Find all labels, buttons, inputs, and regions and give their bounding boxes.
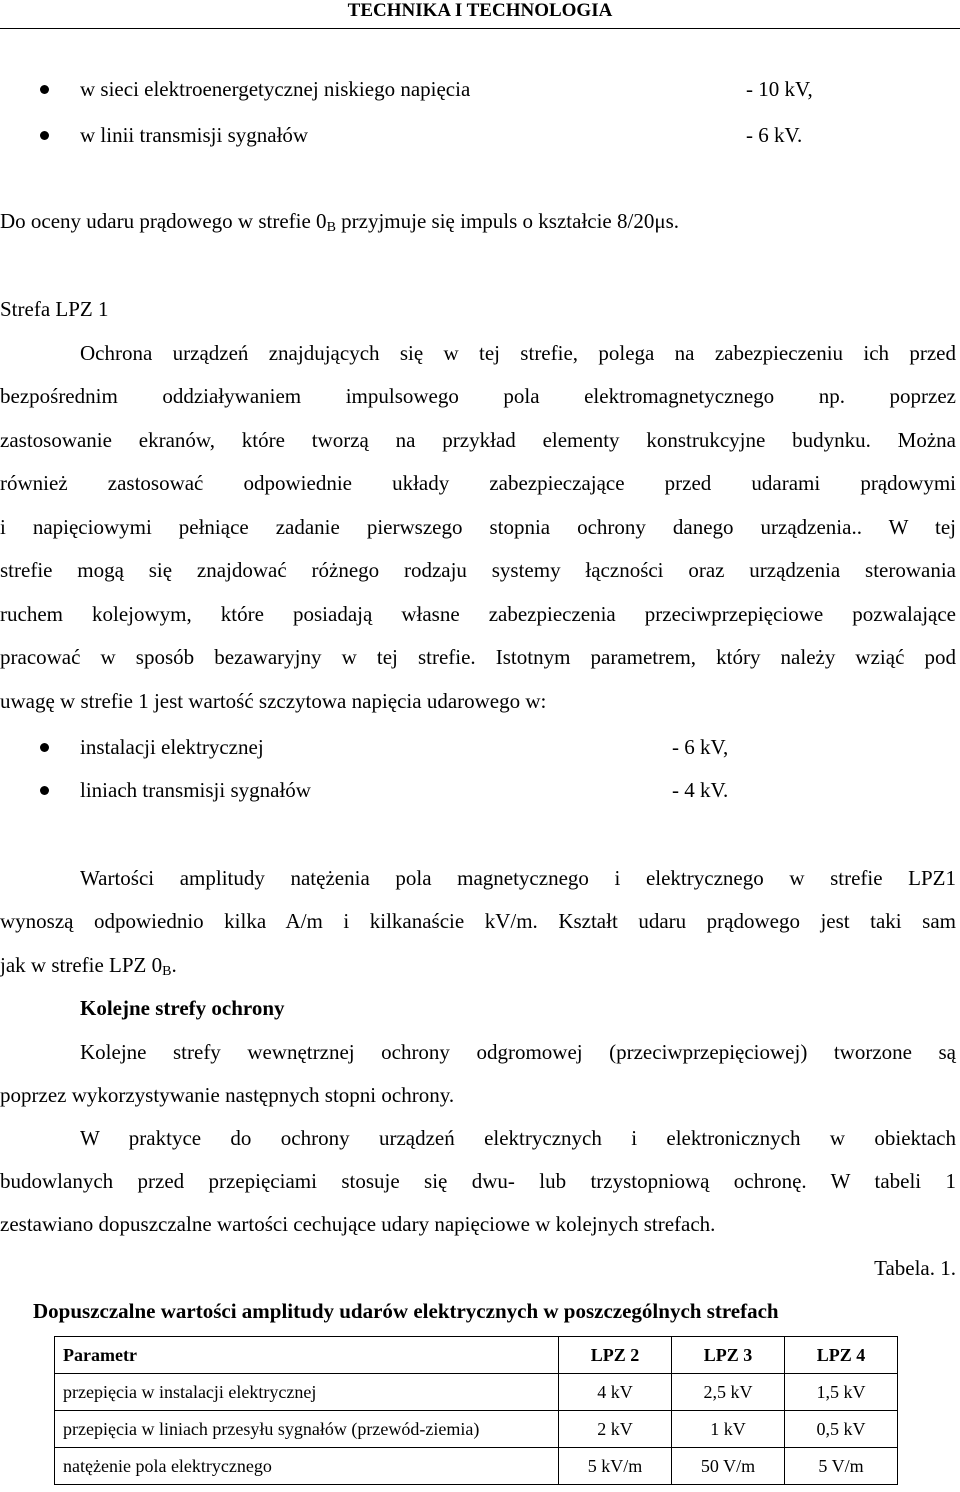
paragraph-line [0, 952, 960, 978]
table-header-cell: LPZ 3 [672, 1337, 785, 1374]
bullet-icon [40, 85, 49, 94]
list-item-value: - 4 kV. [672, 778, 729, 802]
table-cell: 0,5 kV [785, 1411, 898, 1448]
text-run: jak w strefie LPZ 0 [0, 953, 163, 977]
impulse-sentence [0, 208, 960, 234]
table-header-cell: Parametr [55, 1337, 559, 1374]
paragraph-line: Ochrona urządzeń znajdujących się w tej strefie, polega na zabezpieczeniu ich przed [80, 341, 956, 365]
subscript: B [326, 220, 336, 235]
table-label: Tabela. 1. [874, 1256, 956, 1280]
paragraph-line: Kolejne strefy wewnętrznej ochrony odgromowej (przeciwprzepięciowej) tworzone są [80, 1040, 956, 1064]
table-cell: przepięcia w liniach przesyłu sygnałów (przewód-ziemia) [55, 1411, 559, 1448]
bullet-icon [40, 786, 49, 795]
table-cell: 5 kV/m [559, 1448, 672, 1485]
paragraph-line: zestawiano dopuszczalne wartości cechujące udary napięciowe w kolejnych strefach. [0, 1212, 716, 1236]
text-run: Do oceny udaru prądowego w strefie 0 [0, 209, 327, 233]
table-cell: przepięcia w instalacji elektrycznej [55, 1374, 559, 1411]
table-cell: natężenie pola elektrycznego [55, 1448, 559, 1485]
table-cell: 2 kV [559, 1411, 672, 1448]
table-cell: 1 kV [672, 1411, 785, 1448]
table-row [55, 1374, 898, 1411]
table-header-row [55, 1337, 898, 1374]
paragraph-line: strefie mogą się znajdować różnego rodzaju systemy łączności oraz urządzenia sterowania [0, 558, 956, 582]
text-run: . [171, 953, 177, 977]
bullet-icon [40, 131, 49, 140]
paragraph-line: ruchem kolejowym, które posiadają własne zabezpieczenia przeciwprzepięciowe pozwalające [0, 602, 956, 626]
list-item-label: instalacji elektrycznej [80, 735, 264, 759]
table-cell: 50 V/m [672, 1448, 785, 1485]
paragraph-line: budowlanych przed przepięciami stosuje się dwu- lub trzystopniową ochronę. W tabeli 1 [0, 1169, 956, 1193]
paragraph-line: wynoszą odpowiednio kilka A/m i kilkanaście kV/m. Kształt udaru prądowego jest taki sam [0, 909, 956, 933]
text-run: przyjmuje się impuls o kształcie 8/20μs. [335, 209, 680, 233]
table-caption: Dopuszczalne wartości amplitudy udarów elektrycznych w poszczególnych strefach [33, 1299, 779, 1323]
paragraph-line: bezpośrednim oddziaływaniem impulsowego pola elektromagnetycznego np. poprzez [0, 384, 956, 408]
list-item-label: w sieci elektroenergetycznej niskiego napięcia [80, 77, 471, 101]
section-heading-lpz1: Strefa LPZ 1 [0, 297, 109, 321]
table-cell: 4 kV [559, 1374, 672, 1411]
table-header-cell: LPZ 2 [559, 1337, 672, 1374]
table-row [55, 1411, 898, 1448]
paragraph-line: również zastosować odpowiednie układy zabezpieczające przed udarami prądowymi [0, 471, 956, 495]
paragraph-line: W praktyce do ochrony urządzeń elektrycznych i elektronicznych w obiektach [80, 1126, 956, 1150]
paragraph-line: Wartości amplitudy natężenia pola magnetycznego i elektrycznego w strefie LPZ1 [80, 866, 956, 890]
subscript: B [162, 964, 172, 979]
zones-table [54, 1336, 898, 1485]
paragraph-line: poprzez wykorzystywanie następnych stopni ochrony. [0, 1083, 455, 1107]
paragraph-line: pracować w sposób bezawaryjny w tej strefie. Istotnym parametrem, który należy wziąć pod [0, 645, 956, 669]
bullet-icon [40, 743, 49, 752]
paragraph-line: i napięciowymi pełniące zadanie pierwszego stopnia ochrony danego urządzenia.. W tej [0, 515, 956, 539]
list-item-value: - 6 kV, [672, 735, 729, 759]
table-row [55, 1448, 898, 1485]
paragraph-line: zastosowanie ekranów, które tworzą na przykład elementy konstrukcyjne budynku. Można [0, 428, 956, 452]
running-header: TECHNIKA I TECHNOLOGIA [0, 0, 960, 29]
list-item-value: - 10 kV, [746, 77, 813, 101]
list-item-value: - 6 kV. [746, 123, 803, 147]
section-heading-next-zones: Kolejne strefy ochrony [80, 996, 285, 1020]
table-header-cell: LPZ 4 [785, 1337, 898, 1374]
table-cell: 2,5 kV [672, 1374, 785, 1411]
table-cell: 1,5 kV [785, 1374, 898, 1411]
table-cell: 5 V/m [785, 1448, 898, 1485]
paragraph-line: uwagę w strefie 1 jest wartość szczytowa napięcia udarowego w: [0, 689, 547, 713]
list-item-label: w linii transmisji sygnałów [80, 123, 309, 147]
list-item-label: liniach transmisji sygnałów [80, 778, 311, 802]
